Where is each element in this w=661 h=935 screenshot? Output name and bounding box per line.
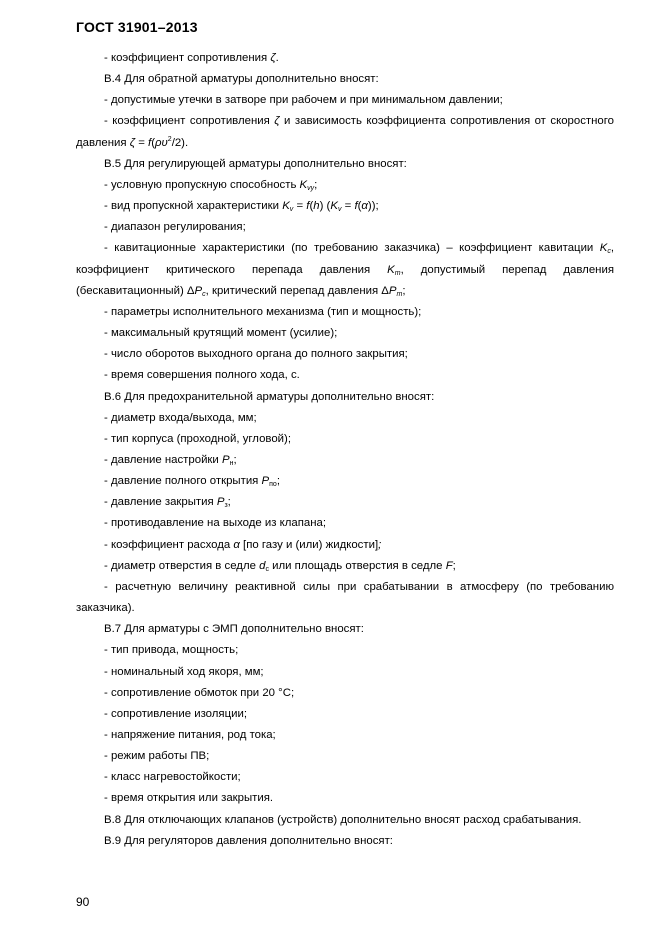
text: - коэффициент сопротивления [104, 115, 275, 128]
text: ; [452, 559, 456, 572]
function-symbol: f [148, 136, 152, 149]
text: = [135, 136, 149, 149]
section-heading: В.4 Для обратной арматуры дополнительно вносят: [104, 73, 379, 86]
list-item: - диапазон регулирования; [104, 221, 246, 234]
text: ( [309, 200, 314, 213]
paragraph [76, 48, 614, 69]
k-symbol: K [599, 242, 608, 255]
list-item: - число оборотов выходного органа до полного закрытия; [104, 348, 408, 361]
list-item [76, 238, 614, 301]
subscript: c [265, 565, 269, 573]
list-item: - расчетную величину реактивной силы при срабатывании в атмосферу (по требованию заказчика). [76, 580, 614, 615]
list-item [76, 492, 614, 513]
alpha-symbol: α [233, 538, 240, 551]
list-item: - противодавление на выходе из клапана; [104, 517, 326, 530]
list-item: - диаметр входа/выхода, мм; [104, 411, 257, 424]
text: - коэффициент расхода [104, 538, 234, 551]
subscript: c [202, 290, 206, 298]
text: . [275, 52, 279, 64]
text: ; [314, 178, 318, 191]
subscript: з [224, 502, 228, 510]
subscript: н [229, 459, 234, 467]
section-heading: В.9 Для регуляторов давления дополнительно вносят: [104, 834, 393, 847]
text: , критический перепад давления Δ [205, 284, 389, 297]
page-body [76, 48, 614, 852]
list-item: - тип корпуса (проходной, угловой); [104, 432, 291, 445]
text: ; [233, 453, 237, 466]
text: ( [151, 136, 155, 149]
text: - давление закрытия [104, 496, 217, 509]
page-number: 90 [76, 895, 90, 909]
text: и зависимость коэффициента сопротивления от скоростного давления [76, 115, 614, 149]
text: , коэффициент критического перепада давления [76, 242, 614, 276]
text: - давление настройки [104, 453, 222, 466]
zeta-symbol: ζ [270, 52, 276, 64]
subscript: по [269, 481, 277, 489]
section-heading: В.8 Для отключающих клапанов (устройств) дополнительно вносят расход срабатывания. [104, 813, 582, 826]
subscript: v [337, 206, 342, 214]
text: ; [276, 475, 280, 488]
p-symbol: P [388, 284, 397, 297]
list-item: - время совершения полного хода, с. [104, 369, 300, 382]
text: - диаметр отверстия в седле [104, 559, 260, 572]
list-item: - допустимые утечки в затворе при рабочем и при минимальном давлении; [104, 94, 503, 107]
subscript: v [289, 206, 294, 214]
k-symbol: K [330, 200, 338, 213]
p-symbol: P [216, 496, 225, 509]
k-symbol: K [282, 200, 290, 213]
subscript: m [396, 290, 403, 298]
text: - давление полного открытия [104, 475, 262, 488]
text: )); [367, 200, 379, 213]
list-item: - время открытия или закрытия. [104, 792, 274, 805]
p-symbol: P [194, 284, 203, 297]
section-heading: В.7 Для арматуры с ЭМП дополнительно вносят: [104, 623, 364, 636]
text: - кавитационные характеристики (по требованию заказчика) – коэффициент кавитации [104, 242, 600, 255]
superscript: 2 [167, 135, 172, 143]
document-header: ГОСТ 31901–2013 [76, 19, 198, 35]
p-symbol: P [221, 453, 230, 466]
function-symbol: f [306, 200, 310, 213]
section-heading: В.6 Для предохранительной арматуры дополнительно вносят: [104, 390, 435, 403]
text: ; [402, 284, 406, 297]
subscript: c [607, 248, 611, 256]
list-item [76, 450, 614, 471]
text: ; [378, 538, 382, 551]
rho-upsilon-symbol: ρυ [154, 136, 168, 149]
alpha-symbol: α [361, 200, 368, 213]
text: ) ( [319, 200, 331, 213]
paragraph [76, 111, 614, 153]
text: ( [357, 200, 362, 213]
d-symbol: d [259, 559, 266, 572]
f-symbol: F [445, 559, 453, 572]
list-item: - тип привода, мощность; [104, 644, 239, 657]
text: /2). [171, 136, 189, 149]
text: - вид пропускной характеристики [104, 200, 283, 213]
list-item: - напряжение питания, род тока; [104, 729, 276, 741]
text: = [341, 200, 355, 213]
function-symbol: f [354, 200, 358, 213]
list-item [76, 175, 614, 196]
list-item: - сопротивление обмоток при 20 °С; [104, 686, 295, 699]
section-heading: В.5 Для регулирующей арматуры дополнительно вносят: [104, 157, 407, 170]
k-symbol: K [387, 263, 395, 276]
text: - коэффициент сопротивления [104, 52, 271, 64]
zeta-symbol: ζ [129, 136, 136, 149]
list-item: - режим работы ПВ; [104, 750, 210, 763]
text: [по газу и (или) жидкости] [239, 538, 379, 551]
text: или площадь отверстия в седле [268, 559, 446, 572]
subscript: m [394, 269, 401, 277]
text: ; [227, 496, 231, 509]
list-item [76, 196, 614, 217]
list-item [76, 556, 614, 577]
zeta-symbol: ζ [274, 115, 280, 128]
list-item [76, 471, 614, 492]
p-symbol: P [261, 475, 270, 488]
list-item: - параметры исполнительного механизма (тип и мощность); [104, 305, 422, 318]
list-item: - номинальный ход якоря, мм; [104, 665, 264, 678]
h-symbol: h [313, 200, 320, 213]
list-item: - сопротивление изоляции; [104, 707, 247, 720]
list-item [76, 535, 614, 556]
list-item: - максимальный крутящий момент (усилие); [104, 327, 338, 340]
subscript: vy [307, 184, 315, 192]
list-item: - класс нагревостойкости; [104, 771, 241, 784]
text: - условную пропускную способность [104, 178, 300, 191]
text: = [293, 200, 307, 213]
k-symbol: K [299, 178, 308, 191]
text: , допустимый перепад давления (бескавитационный) Δ [76, 263, 614, 297]
